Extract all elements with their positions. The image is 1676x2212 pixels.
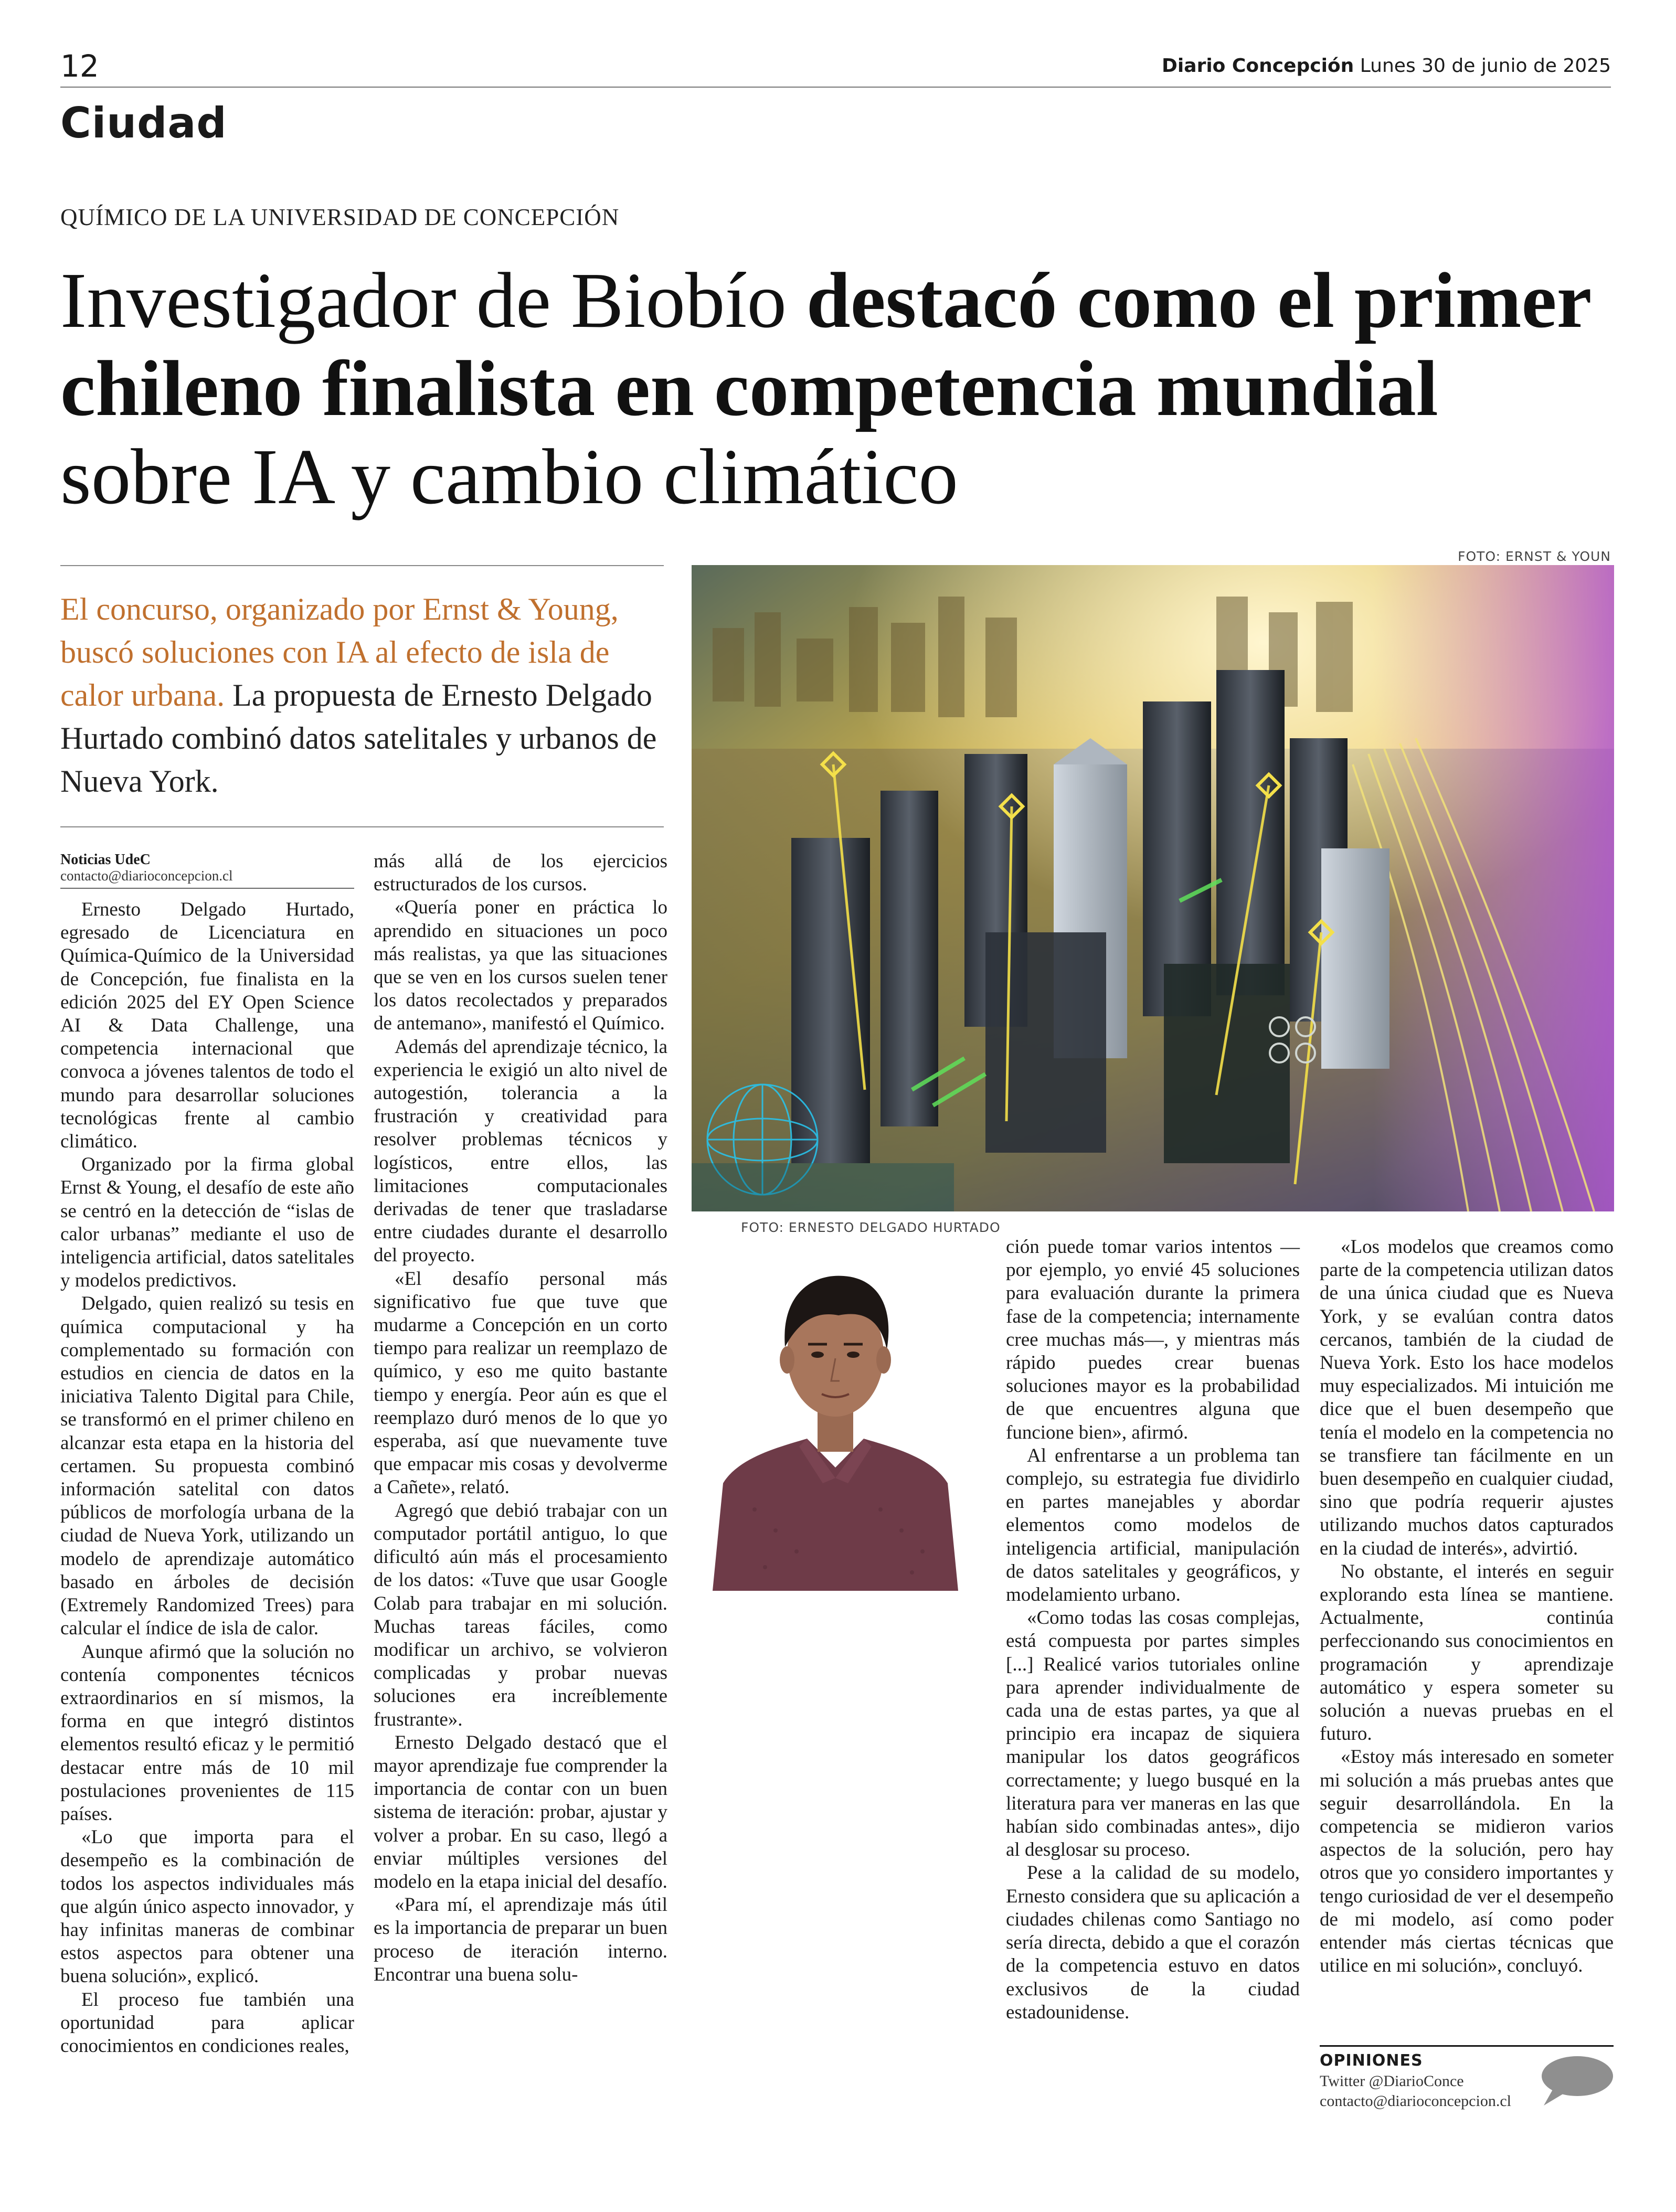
byline-email[interactable]: contacto@diarioconcepcion.cl xyxy=(60,868,233,884)
paragraph: «Para mí, el aprendizaje más útil es la importancia de preparar un buen proceso de iteración interno. Encontrar una buena solu- xyxy=(374,1894,667,1985)
article-kicker: QUÍMICO DE LA UNIVERSIDAD DE CONCEPCIÓN xyxy=(60,204,620,230)
paragraph: «Lo que importa para el desempeño es la combinación de todos los aspectos individuales más que algún único aspecto innovador, y hay infinitas maneras de combinar estos aspectos para obtener una buena solución», explicó. xyxy=(60,1826,354,1987)
body-column-3 xyxy=(1006,1236,1300,2024)
issue-date: Lunes 30 de junio de 2025 xyxy=(1360,55,1611,77)
speech-bubble-icon xyxy=(1537,2054,1615,2108)
main-photo-credit: FOTO: ERNST & YOUN xyxy=(1458,549,1611,564)
paragraph: Además del aprendizaje técnico, la experiencia le exigió un alto nivel de autogestión, tolerancia a la frustración y creatividad para resolver problemas técnicos y logísticos, entre ellos, las limitaciones computacionales derivadas de tener que trasladarse entre ciudades durante el desarrollo del proyecto. xyxy=(374,1036,667,1267)
deck-rule-bottom xyxy=(60,826,664,827)
paragraph: Aunque afirmó que la solución no contenía componentes técnicos extraordinarios en sí mismos, la forma en que integró distintos elementos resultó eficaz y le permitió destacar entre más de 10 mil postulaciones provenientes de 115 países. xyxy=(60,1641,354,1825)
city-illustration xyxy=(692,565,1614,1211)
paragraph: Delgado, quien realizó su tesis en química computacional y ha complementado su formación con estudios en ciencia de datos en la iniciativa Talento Digital para Chile, se transformó en el primer chileno en alcanzar esta etapa en la historia del certamen. Su propuesta combinó información satelital con datos públicos de morfología urbana de la ciudad de Nueva York, utilizando un modelo de aprendizaje automático basado en árboles de decisión (Extremely Randomized Trees) para calcular el índice de isla de calor. xyxy=(60,1293,354,1640)
paragraph: No obstante, el interés en seguir explorando esta línea se mantiene. Actualmente, continúa perfeccionando sus conocimientos en programación y aprendizaje automático y espera someter su solución a nuevas pruebas en el futuro. xyxy=(1320,1560,1614,1745)
opinions-twitter[interactable]: Twitter @DiarioConce xyxy=(1320,2072,1464,2090)
paragraph: «Estoy más interesado en someter mi solución a más pruebas antes que seguir desarrollándola. En la competencia se midieron varios aspectos de la solución, pero hay otros que yo considero importantes y tengo curiosidad de ver el desempeño de mi modelo, así como poder entender más ciertas técnicas que utilice en mi solución», concluyó. xyxy=(1320,1746,1614,1977)
paragraph: ción puede tomar varios intentos —por ejemplo, yo envié 45 soluciones para evaluación durante la primera fase de la competencia; internamente cree muchas más—, y mientras más rápido puedes crear buenas soluciones mayor es la probabilidad de que encuentres alguna que funcione bien», afirmó. xyxy=(1006,1236,1300,1443)
header-rule xyxy=(60,87,1611,88)
headline-part-3: sobre IA y cambio climático xyxy=(60,432,958,520)
publication-name: Diario Concepción xyxy=(1162,55,1354,77)
opinions-title: OPINIONES xyxy=(1320,2051,1423,2070)
paragraph: «El desafío personal más significativo fue que tuve que mudarme a Concepción en un corto tiempo para realizar un reemplazo de químico, y eso me quito bastante tiempo y energía. Peor aún es que el reemplazo duró menos de lo que yo esperaba, así que nuevamente tuve que empacar mis cosas y devolverme a Cañete», relató. xyxy=(374,1268,667,1498)
paragraph: Pese a la calidad de su modelo, Ernesto considera que su aplicación a ciudades chilenas como Santiago no sería directa, debido a que el corazón de la competencia estuvo en datos exclusivos de la ciudad estadounidense. xyxy=(1006,1862,1300,2023)
headline-part-1: Investigador de Biobío xyxy=(60,256,807,344)
page-number: 12 xyxy=(60,48,99,84)
paragraph: Ernesto Delgado Hurtado, egresado de Licenciatura en Química-Químico de la Universidad de Concepción, fue finalista en la edición 2025 del EY Open Science AI & Data Challenge, una competencia internacional que convoca a jóvenes talentos de todo el mundo para desarrollar soluciones tecnológicas frente al cambio climático. xyxy=(60,899,354,1153)
opinions-email[interactable]: contacto@diarioconcepcion.cl xyxy=(1320,2092,1511,2110)
portrait-photo xyxy=(692,1237,979,1591)
paragraph: Al enfrentarse a un problema tan complejo, su estrategia fue dividirlo en partes manejables y abordar elementos como modelos de inteligencia artificial, manipulación de datos satelitales y geográficos, y modelamiento urbano. xyxy=(1006,1444,1300,1606)
paragraph: Organizado por la firma global Ernst & Young, el desafío de este año se centró en la detección de “islas de calor urbanas” mediante el uso de inteligencia artificial, datos satelitales y modelos predictivos. xyxy=(60,1154,354,1292)
paragraph: «Quería poner en práctica lo aprendido en situaciones un poco más realistas, ya que las situaciones que se ven en los cursos suelen tener los datos recolectados y preparados de antemano», manifestó el Químico. xyxy=(374,897,667,1035)
byline-rule xyxy=(60,888,354,889)
headline-part-2: destacó como el primer chileno finalista en competencia mundial xyxy=(60,256,1590,432)
byline-name: Noticias UdeC xyxy=(60,852,151,868)
article-headline xyxy=(60,256,1614,520)
article-deck xyxy=(60,588,664,803)
body-column-1 xyxy=(60,898,354,2058)
portrait-photo-credit: FOTO: ERNESTO DELGADO HURTADO xyxy=(741,1220,1001,1235)
body-column-4 xyxy=(1320,1236,1614,1978)
masthead xyxy=(1162,55,1611,77)
section-label: Ciudad xyxy=(60,99,227,147)
paragraph: más allá de los ejercicios estructurados de los cursos. xyxy=(374,850,667,896)
deck-rule-top xyxy=(60,565,664,566)
paragraph: «Como todas las cosas complejas, está compuesta por partes simples [...] Realicé varios tutoriales online para aprender individualmente de cada una de estas partes, ya que al principio era incapaz de siquiera manipular los datos geográficos correctamente; y luego busqué en la literatura para ver maneras en las que habían sido combinadas antes», dijo al desglosar su proceso. xyxy=(1006,1607,1300,1861)
paragraph: El proceso fue también una oportunidad para aplicar conocimientos en condiciones reales, xyxy=(60,1988,354,2057)
body-column-2 xyxy=(374,850,667,1986)
deck-rest: La propuesta de Ernesto Delgado Hurtado combinó datos satelitales y urbanos de Nueva York. xyxy=(60,678,657,799)
paragraph: «Los modelos que creamos como parte de la competencia utilizan datos de una única ciudad que es Nueva York, y se evalúan contra datos cercanos, también de la ciudad de Nueva York. Esto los hace modelos muy especializados. Mi intuición me dice que el buen desempeño que tenía el modelo en la competencia no se transfiere tan fácilmente en un buen desempeño en cualquier ciudad, sino que podría requerir ajustes utilizando muchos datos capturados en la ciudad de interés», advirtió. xyxy=(1320,1236,1614,1559)
paragraph: Agregó que debió trabajar con un computador portátil antiguo, lo que dificultó aún más el procesamiento de los datos: «Tuve que usar Google Colab para trabajar en mi solución. Muchas tareas fáciles, como modificar un archivo, se volvieron complicadas y probar nuevas soluciones era increíblemente frustrante». xyxy=(374,1500,667,1730)
opinions-rule xyxy=(1320,2045,1614,2047)
paragraph: Ernesto Delgado destacó que el mayor aprendizaje fue comprender la importancia de contar con un buen sistema de iteración: probar, ajustar y volver a probar. En su caso, llegó a enviar múltiples versiones del modelo en la etapa inicial del desafío. xyxy=(374,1731,667,1892)
deck-highlight: El concurso, organizado por Ernst & Young, buscó soluciones con IA al efecto de isla de calor urbana. xyxy=(60,592,619,712)
